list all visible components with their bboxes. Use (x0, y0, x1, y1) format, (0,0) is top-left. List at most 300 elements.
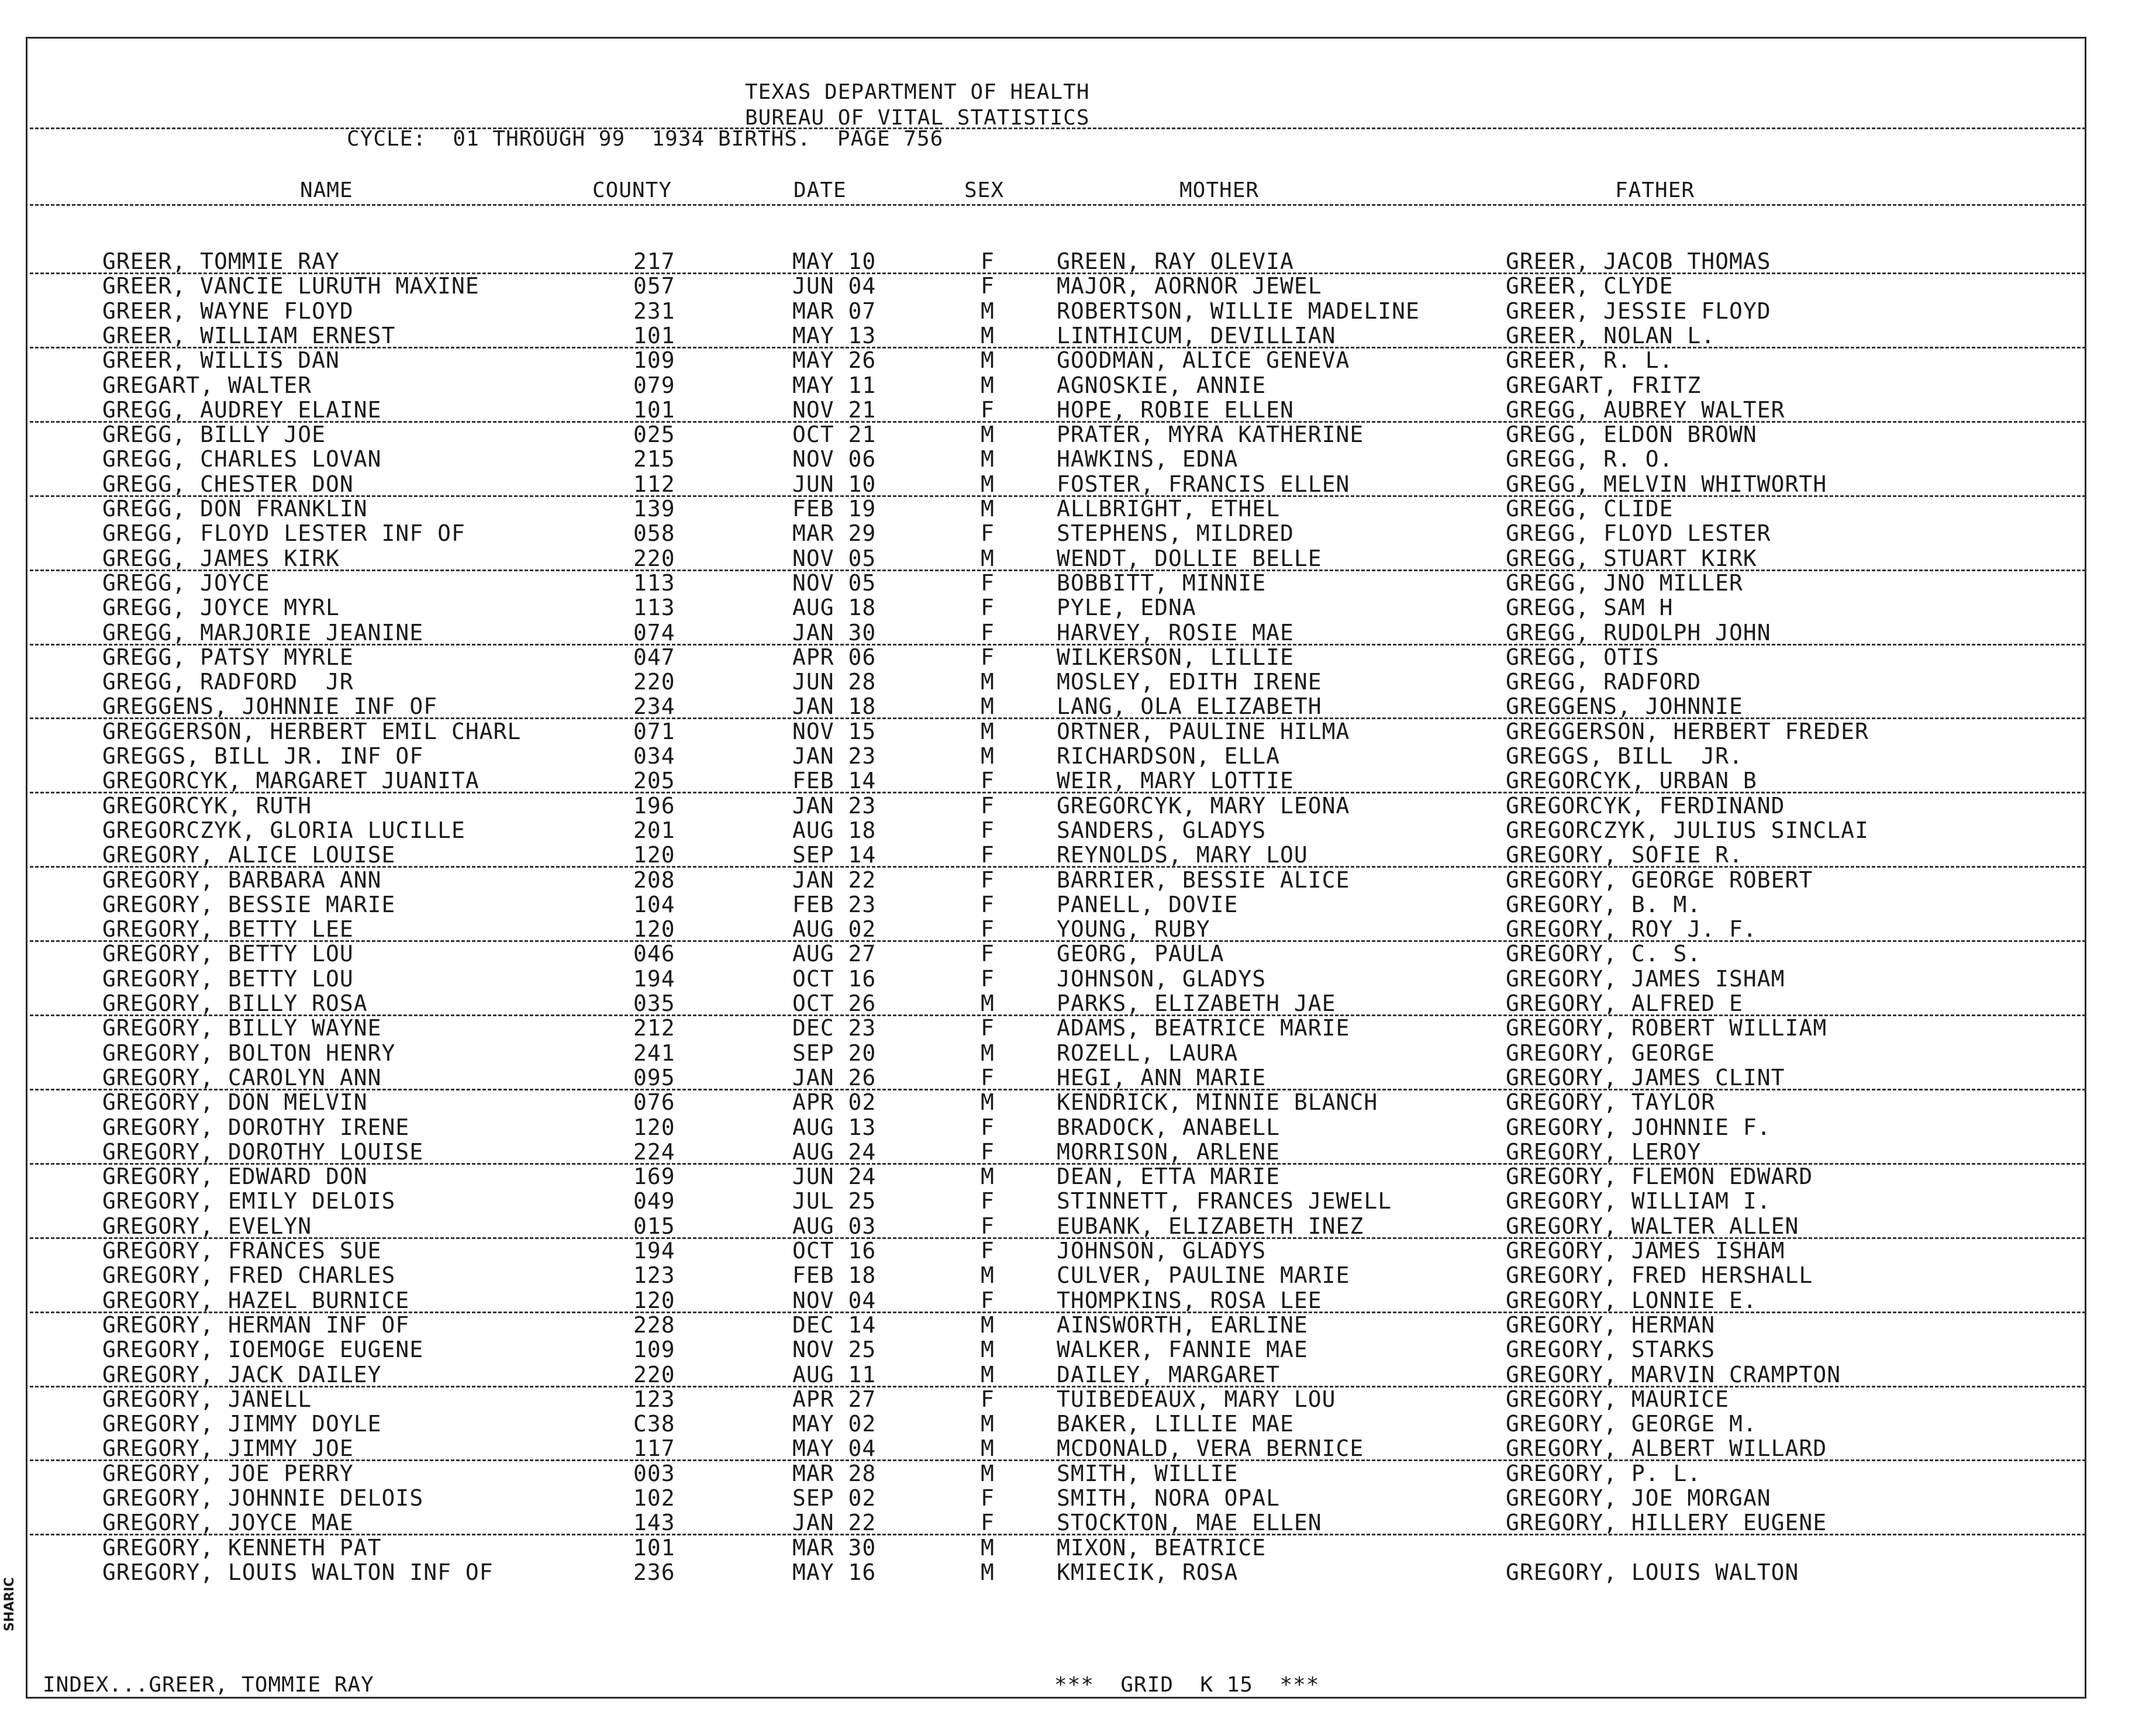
record-county: 015 (633, 1213, 675, 1239)
record-county: 074 (633, 619, 675, 646)
table-row (27, 1387, 2086, 1411)
record-mother: MIXON, BEATRICE (1057, 1534, 1267, 1561)
record-name: GREGG, JAMES KIRK (102, 545, 340, 571)
record-sex: M (981, 1040, 995, 1066)
record-county: 117 (633, 1435, 675, 1462)
record-sex: F (981, 817, 995, 843)
document-sheet (26, 37, 2086, 1699)
table-row (27, 1436, 2086, 1461)
record-date: MAY 02 (792, 1411, 877, 1437)
table-row (27, 398, 2086, 422)
record-father: GREGGS, BILL JR. (1506, 743, 1743, 769)
record-county: 215 (633, 446, 675, 472)
record-father: GREGORY, LOUIS WALTON (1506, 1559, 1799, 1585)
record-name: GREGGERSON, HERBERT EMIL CHARL (102, 718, 522, 744)
table-row (27, 571, 2086, 595)
record-father: GREGORY, JAMES ISHAM (1506, 1238, 1785, 1264)
record-sex: M (981, 743, 995, 769)
column-header-mother: MOTHER (1179, 178, 1260, 202)
record-sex: F (981, 619, 995, 646)
record-county: 071 (633, 718, 675, 744)
record-father: GREGGENS, JOHNNIE (1506, 693, 1743, 720)
record-sex: F (981, 1188, 995, 1214)
record-father: GREER, R. L. (1506, 347, 1674, 374)
record-mother: STINNETT, FRANCES JEWELL (1057, 1188, 1392, 1214)
record-mother: HEGI, ANN MARIE (1057, 1064, 1267, 1090)
record-father: GREGG, CLIDE (1506, 496, 1674, 522)
record-father: GREGG, SAM H (1506, 595, 1674, 621)
record-name: GREGORY, JOE PERRY (102, 1460, 354, 1486)
record-sex: F (981, 1064, 995, 1090)
table-row (27, 1189, 2086, 1213)
record-mother: DEAN, ETTA MARIE (1057, 1164, 1281, 1190)
record-sex: F (981, 867, 995, 893)
record-father: GREGORY, ROY J. F. (1506, 916, 1757, 943)
record-mother: SMITH, NORA OPAL (1057, 1485, 1281, 1511)
record-sex: M (981, 1559, 995, 1585)
record-father: GREGG, OTIS (1506, 644, 1660, 670)
record-county: 220 (633, 545, 675, 571)
record-date: OCT 16 (792, 1238, 877, 1264)
record-sex: M (981, 1534, 995, 1561)
record-mother: MCDONALD, VERA BERNICE (1057, 1435, 1364, 1462)
record-sex: F (981, 520, 995, 547)
record-father: GREGG, STUART KIRK (1506, 545, 1757, 571)
record-county: 224 (633, 1138, 675, 1165)
record-mother: MORRISON, ARLENE (1057, 1138, 1281, 1165)
record-sex: F (981, 792, 995, 819)
record-sex: M (981, 1337, 995, 1363)
record-sex: M (981, 446, 995, 472)
table-row (27, 1263, 2086, 1288)
record-date: APR 06 (792, 644, 877, 670)
record-father: GREGG, AUBREY WALTER (1506, 396, 1785, 423)
record-name: GREGORY, BETTY LOU (102, 965, 354, 992)
record-name: GREGORY, JIMMY DOYLE (102, 1411, 382, 1437)
record-father: GREGORY, MAURICE (1506, 1386, 1730, 1412)
record-father: GREGORY, GEORGE ROBERT (1506, 867, 1813, 893)
record-sex: F (981, 644, 995, 670)
record-sex: F (981, 1287, 995, 1313)
record-mother: JOHNSON, GLADYS (1057, 1238, 1267, 1264)
record-county: 047 (633, 644, 675, 670)
record-sex: F (981, 842, 995, 868)
record-county: 120 (633, 916, 675, 943)
record-mother: KENDRICK, MINNIE BLANCH (1057, 1089, 1378, 1116)
record-name: GREGORY, BARBARA ANN (102, 867, 382, 893)
record-date: SEP 02 (792, 1485, 877, 1511)
record-county: 196 (633, 792, 675, 819)
record-name: GREGORY, FRED CHARLES (102, 1262, 396, 1289)
record-mother: BARRIER, BESSIE ALICE (1057, 867, 1350, 893)
record-date: NOV 15 (792, 718, 877, 744)
table-row (27, 249, 2086, 274)
record-mother: AINSWORTH, EARLINE (1057, 1312, 1308, 1338)
record-name: GREGORY, BETTY LEE (102, 916, 354, 943)
record-date: DEC 23 (792, 1015, 877, 1041)
record-mother: YOUNG, RUBY (1057, 916, 1210, 943)
table-row (27, 868, 2086, 892)
record-father: GREGORY, ALBERT WILLARD (1506, 1435, 1827, 1462)
record-mother: REYNOLDS, MARY LOU (1057, 842, 1308, 868)
record-name: GREGGENS, JOHNNIE INF OF (102, 693, 438, 720)
record-father: GREGG, RUDOLPH JOHN (1506, 619, 1771, 646)
record-mother: WEIR, MARY LOTTIE (1057, 768, 1294, 794)
table-row (27, 447, 2086, 471)
record-name: GREGORY, DON MELVIN (102, 1089, 368, 1116)
record-mother: HARVEY, ROSIE MAE (1057, 619, 1294, 646)
record-county: 046 (633, 941, 675, 967)
record-name: GREGORY, HERMAN INF OF (102, 1312, 410, 1338)
record-father: GREGORY, FLEMON EDWARD (1506, 1164, 1813, 1190)
record-date: OCT 26 (792, 990, 877, 1016)
record-county: 231 (633, 298, 675, 324)
table-row (27, 768, 2086, 793)
record-name: GREGGS, BILL JR. INF OF (102, 743, 424, 769)
record-name: GREGORCYK, RUTH (102, 792, 312, 819)
record-county: 057 (633, 273, 675, 299)
record-date: JAN 30 (792, 619, 877, 646)
record-father: GREGORCZYK, JULIUS SINCLAI (1506, 817, 1869, 843)
table-row (27, 323, 2086, 348)
record-date: MAR 29 (792, 520, 877, 547)
record-mother: BRADOCK, ANABELL (1057, 1114, 1281, 1140)
record-sex: M (981, 347, 995, 374)
record-sex: M (981, 1460, 995, 1486)
record-sex: M (981, 372, 995, 398)
record-name: GREGORY, JANELL (102, 1386, 312, 1412)
record-sex: M (981, 1262, 995, 1289)
record-name: GREGG, PATSY MYRLE (102, 644, 354, 670)
record-father: GREGORY, HERMAN (1506, 1312, 1716, 1338)
record-date: NOV 06 (792, 446, 877, 472)
record-date: APR 27 (792, 1386, 877, 1412)
record-county: 212 (633, 1015, 675, 1041)
record-name: GREGORY, JOHNNIE DELOIS (102, 1485, 424, 1511)
record-sex: M (981, 693, 995, 720)
index-label: INDEX...GREER, TOMMIE RAY (43, 1673, 374, 1697)
record-county: 120 (633, 842, 675, 868)
record-date: AUG 27 (792, 941, 877, 967)
record-name: GREGORY, DOROTHY LOUISE (102, 1138, 424, 1165)
record-name: GREGG, DON FRANKLIN (102, 496, 368, 522)
record-mother: ROBERTSON, WILLIE MADELINE (1057, 298, 1420, 324)
record-father: GREGG, RADFORD (1506, 669, 1702, 695)
record-name: GREGORY, CAROLYN ANN (102, 1064, 382, 1090)
record-county: 101 (633, 322, 675, 348)
divider-line (30, 127, 2086, 129)
record-sex: F (981, 570, 995, 596)
record-father: GREGORY, C. S. (1506, 941, 1702, 967)
record-sex: F (981, 595, 995, 621)
record-mother: KMIECIK, ROSA (1057, 1559, 1239, 1585)
record-sex: M (981, 1089, 995, 1116)
record-mother: RICHARDSON, ELLA (1057, 743, 1281, 769)
record-father: GREGG, MELVIN WHITWORTH (1506, 471, 1827, 497)
record-date: DEC 14 (792, 1312, 877, 1338)
table-row (27, 422, 2086, 447)
record-county: 113 (633, 595, 675, 621)
record-sex: M (981, 990, 995, 1016)
record-county: 109 (633, 1337, 675, 1363)
record-name: GREGG, BILLY JOE (102, 422, 326, 448)
record-date: OCT 16 (792, 965, 877, 992)
record-county: 234 (633, 693, 675, 720)
record-father: GREGORCYK, FERDINAND (1506, 792, 1785, 819)
record-county: 201 (633, 817, 675, 843)
record-mother: HOPE, ROBIE ELLEN (1057, 396, 1294, 423)
record-county: 058 (633, 520, 675, 547)
table-row (27, 941, 2086, 966)
table-row (27, 1362, 2086, 1387)
record-father: GREGORY, WALTER ALLEN (1506, 1213, 1799, 1239)
record-date: JUN 10 (792, 471, 877, 497)
record-mother: WENDT, DOLLIE BELLE (1057, 545, 1322, 571)
record-father: GREGORY, STARKS (1506, 1337, 1716, 1363)
record-date: AUG 02 (792, 916, 877, 943)
table-row (27, 1140, 2086, 1164)
grid-label: *** GRID K 15 *** (1054, 1673, 1320, 1697)
record-father: GREGORY, WILLIAM I. (1506, 1188, 1771, 1214)
record-mother: FOSTER, FRANCIS ELLEN (1057, 471, 1350, 497)
record-date: FEB 19 (792, 496, 877, 522)
record-county: 228 (633, 1312, 675, 1338)
record-father: GREER, JESSIE FLOYD (1506, 298, 1771, 324)
record-sex: F (981, 396, 995, 423)
record-mother: MAJOR, AORNOR JEWEL (1057, 273, 1322, 299)
record-county: 205 (633, 768, 675, 794)
table-row (27, 620, 2086, 645)
record-date: MAY 16 (792, 1559, 877, 1585)
table-row (27, 348, 2086, 372)
table-row (27, 274, 2086, 298)
record-county: 079 (633, 372, 675, 398)
record-date: APR 02 (792, 1089, 877, 1116)
record-county: 123 (633, 1262, 675, 1289)
record-father: GREGORY, LONNIE E. (1506, 1287, 1757, 1313)
record-mother: BAKER, LILLIE MAE (1057, 1411, 1294, 1437)
record-date: MAY 13 (792, 322, 877, 348)
record-mother: LINTHICUM, DEVILLIAN (1057, 322, 1336, 348)
record-name: GREGORY, EVELYN (102, 1213, 312, 1239)
table-row (27, 818, 2086, 843)
table-row (27, 546, 2086, 571)
table-row (27, 1214, 2086, 1238)
record-father: GREGORY, ROBERT WILLIAM (1506, 1015, 1827, 1041)
record-father: GREGORY, ALFRED E (1506, 990, 1743, 1016)
record-sex: M (981, 718, 995, 744)
table-row (27, 967, 2086, 991)
record-date: MAR 30 (792, 1534, 877, 1561)
record-date: AUG 24 (792, 1138, 877, 1165)
record-sex: M (981, 496, 995, 522)
record-date: AUG 11 (792, 1361, 877, 1388)
record-sex: F (981, 1114, 995, 1140)
table-row (27, 373, 2086, 398)
record-county: 035 (633, 990, 675, 1016)
record-date: JUN 04 (792, 273, 877, 299)
record-father: GREGORY, GEORGE (1506, 1040, 1716, 1066)
record-sex: M (981, 669, 995, 695)
record-sex: F (981, 768, 995, 794)
table-row (27, 1090, 2086, 1114)
record-mother: ROZELL, LAURA (1057, 1040, 1239, 1066)
record-mother: GOODMAN, ALICE GENEVA (1057, 347, 1350, 374)
record-mother: CULVER, PAULINE MARIE (1057, 1262, 1350, 1289)
record-county: 049 (633, 1188, 675, 1214)
record-mother: GREGORCYK, MARY LEONA (1057, 792, 1350, 819)
table-row (27, 719, 2086, 744)
record-sex: F (981, 1015, 995, 1041)
record-date: JAN 26 (792, 1064, 877, 1090)
record-date: NOV 05 (792, 545, 877, 571)
table-row (27, 1016, 2086, 1040)
table-row (27, 1461, 2086, 1486)
record-date: AUG 18 (792, 817, 877, 843)
record-county: 076 (633, 1089, 675, 1116)
record-name: GREGORY, KENNETH PAT (102, 1534, 382, 1561)
column-header-county: COUNTY (592, 178, 672, 202)
record-date: FEB 23 (792, 891, 877, 917)
record-mother: WILKERSON, LILLIE (1057, 644, 1294, 670)
table-row (27, 1065, 2086, 1090)
record-date: SEP 20 (792, 1040, 877, 1066)
record-county: 003 (633, 1460, 675, 1486)
record-date: JUL 25 (792, 1188, 877, 1214)
record-name: GREGORY, JACK DAILEY (102, 1361, 382, 1388)
record-date: NOV 25 (792, 1337, 877, 1363)
record-date: JAN 23 (792, 792, 877, 819)
table-row (27, 694, 2086, 719)
record-county: 109 (633, 347, 675, 374)
record-sex: M (981, 322, 995, 348)
record-date: MAR 28 (792, 1460, 877, 1486)
record-date: MAY 04 (792, 1435, 877, 1462)
record-sex: M (981, 1435, 995, 1462)
table-row (27, 1486, 2086, 1510)
record-mother: BOBBITT, MINNIE (1057, 570, 1267, 596)
record-mother: ORTNER, PAULINE HILMA (1057, 718, 1350, 744)
record-mother: JOHNSON, GLADYS (1057, 965, 1267, 992)
record-date: MAY 10 (792, 249, 877, 274)
record-father: GREGORY, SOFIE R. (1506, 842, 1743, 868)
record-county: 123 (633, 1386, 675, 1412)
record-county: 217 (633, 249, 675, 274)
record-mother: SANDERS, GLADYS (1057, 817, 1267, 843)
record-name: GREER, VANCIE LURUTH MAXINE (102, 273, 479, 299)
record-date: SEP 14 (792, 842, 877, 868)
record-name: GREGG, FLOYD LESTER INF OF (102, 520, 465, 547)
record-name: GREGORY, IOEMOGE EUGENE (102, 1337, 424, 1363)
record-name: GREGG, MARJORIE JEANINE (102, 619, 424, 646)
record-date: JAN 22 (792, 1510, 877, 1536)
record-sex: F (981, 249, 995, 274)
record-mother: PYLE, EDNA (1057, 595, 1196, 621)
record-county: 208 (633, 867, 675, 893)
record-date: AUG 03 (792, 1213, 877, 1239)
record-county: 120 (633, 1114, 675, 1140)
record-mother: THOMPKINS, ROSA LEE (1057, 1287, 1322, 1313)
table-row (27, 1313, 2086, 1337)
record-mother: SMITH, WILLIE (1057, 1460, 1239, 1486)
record-county: 220 (633, 1361, 675, 1388)
table-row (27, 1411, 2086, 1436)
record-father: GREGORY, MARVIN CRAMPTON (1506, 1361, 1841, 1388)
record-county: 095 (633, 1064, 675, 1090)
table-row (27, 1560, 2086, 1585)
record-county: 120 (633, 1287, 675, 1313)
record-mother: MOSLEY, EDITH IRENE (1057, 669, 1322, 695)
record-father: GREGG, R. O. (1506, 446, 1674, 472)
table-row (27, 843, 2086, 867)
record-sex: M (981, 545, 995, 571)
record-name: GREGORCZYK, GLORIA LUCILLE (102, 817, 465, 843)
table-row (27, 991, 2086, 1016)
record-date: OCT 21 (792, 422, 877, 448)
record-date: FEB 14 (792, 768, 877, 794)
record-county: 113 (633, 570, 675, 596)
record-sex: M (981, 1312, 995, 1338)
table-row (27, 917, 2086, 941)
record-sex: F (981, 1485, 995, 1511)
record-name: GREGORY, JIMMY JOE (102, 1435, 354, 1462)
record-name: GREGORY, BILLY WAYNE (102, 1015, 382, 1041)
record-sex: M (981, 1164, 995, 1190)
record-county: 194 (633, 1238, 675, 1264)
record-county: 139 (633, 496, 675, 522)
record-mother: GEORG, PAULA (1057, 941, 1224, 967)
record-sex: F (981, 1238, 995, 1264)
record-sex: F (981, 941, 995, 967)
record-name: GREGG, AUDREY ELAINE (102, 396, 382, 423)
record-name: GREGG, RADFORD JR (102, 669, 354, 695)
record-father: GREGORY, JOE MORGAN (1506, 1485, 1771, 1511)
record-name: GREGORY, DOROTHY IRENE (102, 1114, 410, 1140)
record-father: GREGGERSON, HERBERT FREDER (1506, 718, 1869, 744)
record-mother: PRATER, MYRA KATHERINE (1057, 422, 1364, 448)
table-row (27, 1510, 2086, 1535)
table-row (27, 793, 2086, 818)
record-mother: EUBANK, ELIZABETH INEZ (1057, 1213, 1364, 1239)
record-county: 241 (633, 1040, 675, 1066)
record-name: GREER, WILLIS DAN (102, 347, 340, 374)
record-father: GREER, NOLAN L. (1506, 322, 1716, 348)
table-row (27, 299, 2086, 323)
record-father: GREGORY, JOHNNIE F. (1506, 1114, 1771, 1140)
table-row (27, 1288, 2086, 1313)
record-sex: F (981, 1386, 995, 1412)
record-mother: ADAMS, BEATRICE MARIE (1057, 1015, 1350, 1041)
record-name: GREGG, CHESTER DON (102, 471, 354, 497)
record-name: GREGG, JOYCE MYRL (102, 595, 340, 621)
record-date: JAN 22 (792, 867, 877, 893)
record-sex: F (981, 891, 995, 917)
record-sex: M (981, 1361, 995, 1388)
record-mother: ALLBRIGHT, ETHEL (1057, 496, 1281, 522)
table-row (27, 521, 2086, 546)
table-row (27, 645, 2086, 669)
record-father: GREGG, ELDON BROWN (1506, 422, 1757, 448)
record-mother: DAILEY, MARGARET (1057, 1361, 1281, 1388)
table-row (27, 744, 2086, 768)
record-name: GREGORY, JOYCE MAE (102, 1510, 354, 1536)
divider-line (30, 204, 2086, 206)
record-county: 220 (633, 669, 675, 695)
record-father: GREGG, FLOYD LESTER (1506, 520, 1771, 547)
record-sex: F (981, 1138, 995, 1165)
record-name: GREGORY, BETTY LOU (102, 941, 354, 967)
record-county: 102 (633, 1485, 675, 1511)
